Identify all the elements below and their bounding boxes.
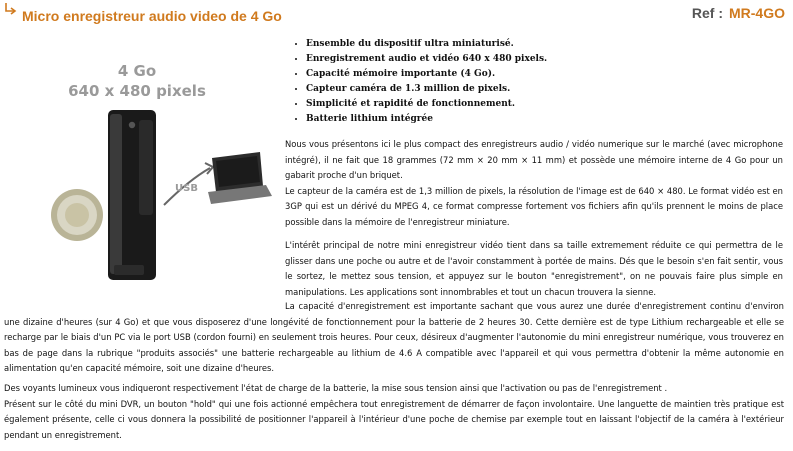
- description-paragraph-capacity: [4, 299, 784, 377]
- feature-item: • Enregistrement audio et vidéo 640 x 480 pixels.: [306, 52, 547, 67]
- coin-icon: [51, 189, 103, 241]
- product-reference: [692, 5, 785, 21]
- camera-text: Le capteur de la caméra est de 1,3 million de pixels, la résolution de l'image est de 640 × 480. Le format vidéo est en 3GP qui est un dérivé du MPEG 4, ce format compresse fortement vos fichiers afin qu'ils prennent le moins de place possible dans la mémoire de l'enregistreur miniature.: [285, 185, 783, 227]
- feature-item: • Capacité mémoire importante (4 Go).: [306, 67, 547, 82]
- leds-text: Des voyants lumineux vous indiqueront respectivement l'état de charge de la batterie, la mise sous tension ainsi que l'activation ou pas de l'enregistrement .: [4, 383, 668, 393]
- description-paragraph-intro: [285, 137, 783, 230]
- title-arrow-icon: [4, 2, 18, 16]
- ref-value: MR-4GO: [729, 5, 785, 21]
- ref-label: Ref :: [691, 5, 723, 21]
- recorder-device-icon: [108, 110, 156, 280]
- image-capacity-text: 4 Go: [117, 62, 157, 80]
- product-title: Micro enregistreur audio video de 4 Go: [22, 8, 282, 24]
- product-header: [0, 0, 793, 32]
- description-paragraph-leds: [4, 381, 784, 443]
- image-resolution-text: 640 x 480 pixels: [68, 82, 206, 100]
- interest-text: L'intérêt principal de notre mini enregistreur vidéo tient dans sa taille extremement réduite ce qui permettra de le glisser dans une poche ou autre et de l'avoir constamment à portée de mains. Dés que le besoin s'en fait sentir, vous le sortez, le mettez sous tension, et appuyez sur le bouton "enregistrement", on ne pouvais faire plus simple en manipulations. Les applications sont innombrables et tout un chacun trouvera la sienne.: [285, 240, 783, 297]
- intro-text: Nous vous présentons ici le plus compact des enregistreurs audio / vidéo numerique sur le marché (avec microphone intégré), il ne fait que 18 grammes (72 mm × 20 mm × 11 mm) et possède une mémoire interne de 4 Go pour un gabarit proche d'un briquet.: [285, 139, 783, 180]
- description-paragraph-interest: [285, 238, 783, 300]
- capacity-text: La capacité d'enregistrement est importante sachant que vous aurez une durée d'enregistrement continu d'environ une dizaine d'heures (sur 4 Go) et que vous disposerez d'une longévité de fonctionnement pour la batterie de 2 heures 30. Cette dernière est de type Lithium rechargeable et elle se recharge par le biais d'un PC via le port USB (cordon fourni) en seulement trois heures. Pour ceux, désireux d'augmenter l'autonomie du mini enregistreur numérique, vous trouverez en bas de page dans la rubrique "produits associés" une batterie rechargeable au lithium de 4.6 A compatible avec l'appareil et qui vous permettra d'obtenir la même autonomie en alimentation qu'en capacité mémoire, soit une dizaine d'heures.: [4, 301, 784, 373]
- laptop-icon: [208, 152, 272, 204]
- feature-item: • Batterie lithium intégrée: [306, 112, 547, 127]
- feature-item: • Capteur caméra de 1.3 million de pixels.: [306, 82, 547, 97]
- hold-button-text: Présent sur le côté du mini DVR, un bouton "hold" qui une fois actionné empêchera tout enregistrement de démarrer de façon involontaire. Une languette de maintien très pratique est également présente, celle ci vous donnera la possibilité de positionner l'appareil à l'intérieur d'une poche de chemise par exemple tout en laissant l'objectif de la caméra à l'extérieur pendant un enregistrement.: [4, 398, 784, 440]
- features-list: [290, 37, 547, 127]
- feature-item: • Ensemble du dispositif ultra miniaturisé.: [306, 37, 547, 52]
- usb-label: USB: [175, 183, 198, 194]
- feature-item: • Simplicité et rapidité de fonctionnement.: [306, 97, 547, 112]
- product-image: [4, 40, 274, 290]
